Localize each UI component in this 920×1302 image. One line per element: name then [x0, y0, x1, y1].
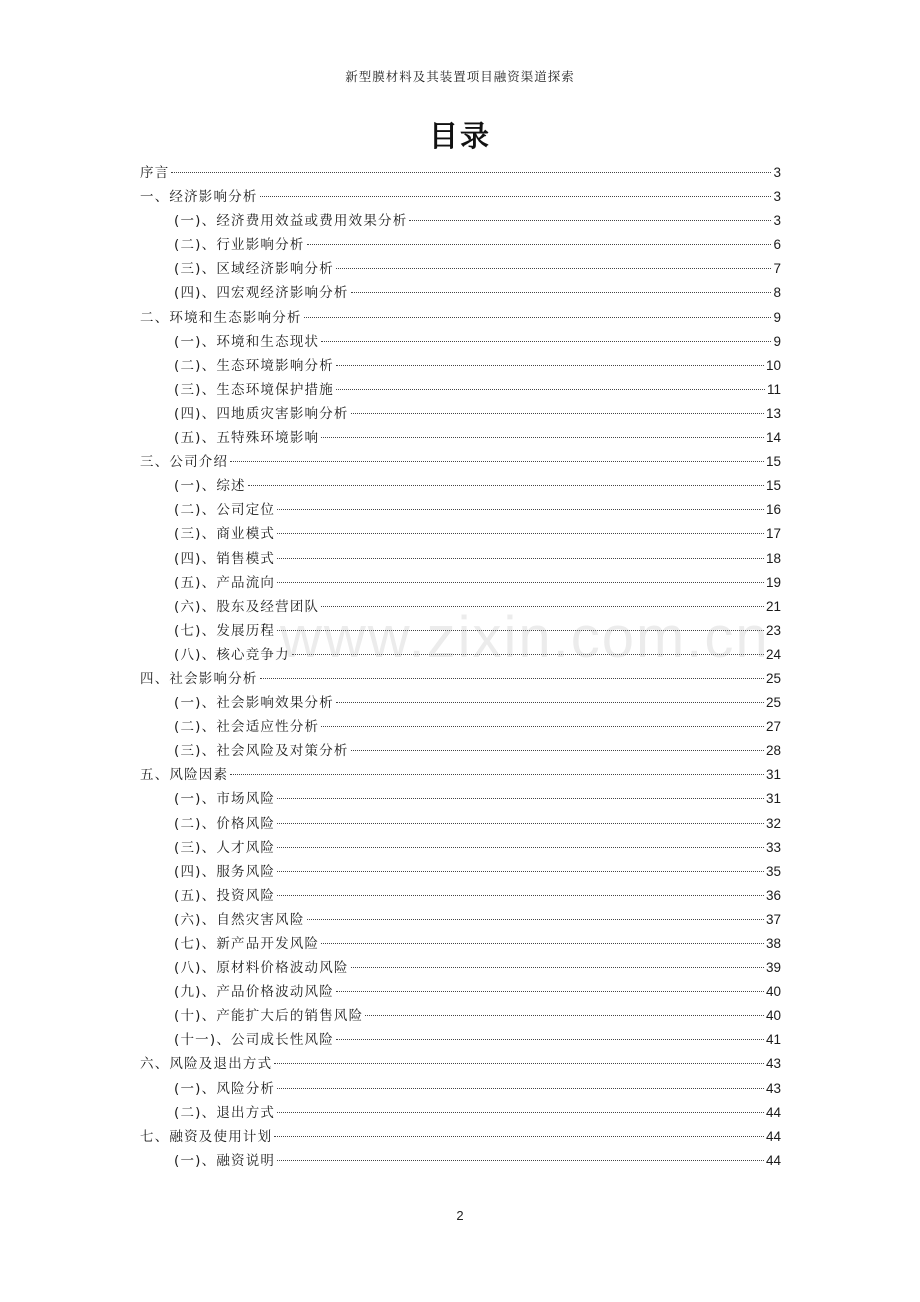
- toc-entry-page: 43: [765, 1080, 781, 1096]
- toc-entry[interactable]: [140, 908, 781, 932]
- toc-leader-dots: [277, 1088, 764, 1089]
- toc-entry-page: 23: [765, 622, 781, 638]
- toc-leader-dots: [274, 1136, 764, 1137]
- toc-entry-page: 11: [766, 381, 781, 397]
- toc-entry-page: 18: [765, 550, 781, 566]
- toc-leader-dots: [351, 967, 764, 968]
- toc-entry-label: (四)、四宏观经济影响分析: [174, 285, 349, 302]
- toc-entry-page: 41: [765, 1032, 781, 1048]
- toc-entry[interactable]: [140, 860, 781, 884]
- toc-entry-label: (一)、市场风险: [174, 791, 276, 808]
- toc-leader-dots: [277, 823, 764, 824]
- toc-entry-page: 44: [765, 1152, 781, 1168]
- toc-entry-label: 三、公司介绍: [140, 454, 229, 471]
- page-title: 目录: [428, 119, 491, 153]
- toc-leader-dots: [277, 582, 764, 583]
- toc-entry-page: 35: [765, 863, 781, 879]
- toc-entry-label: (八)、原材料价格波动风险: [174, 960, 349, 977]
- toc-leader-dots: [277, 1160, 764, 1161]
- toc-entry-page: 31: [765, 791, 781, 807]
- toc-leader-dots: [321, 943, 764, 944]
- running-header: 新型膜材料及其装置项目融资渠道探索: [345, 69, 575, 84]
- toc-leader-dots: [260, 678, 764, 679]
- toc-entry[interactable]: [140, 956, 781, 980]
- toc-entry-label: 七、融资及使用计划: [140, 1128, 273, 1145]
- toc-leader-dots: [336, 1039, 764, 1040]
- toc-entry-page: 21: [765, 598, 781, 614]
- toc-entry-label: (八)、核心竞争力: [174, 646, 290, 663]
- toc-entry-label: (三)、区域经济影响分析: [174, 261, 334, 278]
- toc-entry-page: 3: [773, 189, 781, 205]
- toc-leader-dots: [277, 798, 764, 799]
- toc-entry-page: 38: [765, 936, 781, 951]
- toc-entry-label: (一)、综述: [174, 478, 246, 495]
- toc-entry-page: 17: [765, 526, 781, 542]
- toc-leader-dots: [307, 244, 772, 245]
- toc-entry[interactable]: [140, 763, 781, 787]
- toc-entry-label: (二)、社会适应性分析: [174, 719, 320, 736]
- toc-entry-label: 序言: [140, 165, 170, 181]
- toc-leader-dots: [351, 292, 772, 293]
- toc-entry[interactable]: [140, 1052, 781, 1076]
- toc-entry-label: (一)、风险分析: [174, 1080, 276, 1097]
- toc-entry-page: 3: [773, 165, 781, 180]
- toc-entry-label: (一)、环境和生态现状: [174, 333, 320, 350]
- toc-leader-dots: [277, 871, 764, 872]
- toc-entry[interactable]: [140, 571, 781, 595]
- toc-leader-dots: [277, 630, 764, 631]
- toc-leader-dots: [351, 413, 764, 414]
- toc-leader-dots: [321, 437, 764, 438]
- toc-leader-dots: [260, 196, 772, 197]
- toc-entry[interactable]: [140, 330, 781, 354]
- toc-entry-label: (一)、融资说明: [174, 1152, 276, 1169]
- page-number: 2: [456, 1208, 464, 1223]
- toc-entry[interactable]: [140, 715, 781, 739]
- toc-entry-label: (六)、自然灾害风险: [174, 911, 305, 928]
- toc-entry-label: (一)、社会影响效果分析: [174, 695, 334, 712]
- toc-leader-dots: [230, 774, 764, 775]
- toc-entry[interactable]: [140, 547, 781, 571]
- toc-leader-dots: [336, 365, 764, 366]
- toc-entry-label: (五)、投资风险: [174, 887, 276, 904]
- toc-entry-page: 7: [773, 261, 781, 277]
- toc-entry-label: (三)、社会风险及对策分析: [174, 743, 349, 760]
- toc-entry-page: 19: [765, 574, 781, 590]
- toc-entry[interactable]: [140, 667, 781, 691]
- toc-entry-page: 13: [765, 405, 781, 421]
- toc-entry-page: 15: [765, 478, 781, 494]
- toc-entry-page: 28: [765, 743, 781, 759]
- toc-entry-page: 44: [765, 1128, 781, 1144]
- toc-entry-label: (二)、公司定位: [174, 502, 276, 519]
- toc-entry[interactable]: [140, 619, 781, 643]
- toc-leader-dots: [409, 220, 771, 221]
- toc-entry-label: (十一)、公司成长性风险: [174, 1032, 334, 1049]
- toc-entry[interactable]: [140, 1125, 781, 1149]
- toc-entry[interactable]: [140, 884, 781, 908]
- toc-entry[interactable]: [140, 739, 781, 763]
- toc-entry[interactable]: [140, 378, 781, 402]
- toc-entry-label: (三)、人才风险: [174, 839, 276, 856]
- toc-leader-dots: [321, 606, 764, 607]
- toc-leader-dots: [292, 654, 764, 655]
- toc-entry-label: (七)、发展历程: [174, 622, 276, 639]
- toc-leader-dots: [336, 702, 764, 703]
- toc-leader-dots: [336, 268, 772, 269]
- toc-entry[interactable]: [140, 1101, 781, 1125]
- toc-entry-label: (五)、五特殊环境影响: [174, 430, 320, 447]
- toc-entry[interactable]: [140, 257, 781, 281]
- toc-entry[interactable]: [140, 932, 781, 956]
- toc-entry-label: (七)、新产品开发风险: [174, 936, 320, 952]
- toc-entry-label: (三)、商业模式: [174, 526, 276, 543]
- toc-leader-dots: [307, 919, 764, 920]
- table-of-contents: [140, 161, 781, 1173]
- toc-entry-label: 四、社会影响分析: [140, 670, 258, 687]
- toc-entry-label: 二、环境和生态影响分析: [140, 309, 302, 326]
- toc-entry-page: 16: [765, 502, 781, 518]
- toc-entry-label: (五)、产品流向: [174, 574, 276, 591]
- toc-entry-label: 一、经济影响分析: [140, 189, 258, 206]
- toc-entry-page: 36: [765, 887, 781, 903]
- toc-entry-label: (四)、四地质灾害影响分析: [174, 405, 349, 422]
- toc-entry-page: 40: [765, 1008, 781, 1024]
- toc-entry[interactable]: [140, 691, 781, 715]
- toc-entry[interactable]: [140, 185, 781, 209]
- toc-entry[interactable]: [140, 281, 781, 305]
- toc-entry-label: 五、风险因素: [140, 767, 229, 784]
- toc-entry[interactable]: [140, 233, 781, 257]
- toc-entry-page: 6: [773, 237, 781, 253]
- toc-leader-dots: [336, 991, 764, 992]
- toc-entry[interactable]: [140, 522, 781, 546]
- toc-leader-dots: [277, 1112, 764, 1113]
- toc-entry-label: (三)、生态环境保护措施: [174, 381, 334, 398]
- toc-entry-page: 40: [765, 984, 781, 1000]
- toc-entry[interactable]: [140, 426, 781, 450]
- toc-leader-dots: [277, 533, 764, 534]
- toc-entry[interactable]: [140, 354, 781, 378]
- toc-entry-page: 43: [765, 1056, 781, 1072]
- toc-entry[interactable]: [140, 787, 781, 811]
- toc-entry-label: (二)、生态环境影响分析: [174, 357, 334, 374]
- toc-entry-label: 六、风险及退出方式: [140, 1056, 273, 1073]
- toc-entry[interactable]: [140, 306, 781, 330]
- toc-entry[interactable]: [140, 1077, 781, 1101]
- toc-entry[interactable]: [140, 980, 781, 1004]
- toc-entry-page: 3: [773, 213, 781, 229]
- toc-entry-label: (四)、服务风险: [174, 863, 276, 880]
- toc-leader-dots: [351, 750, 764, 751]
- toc-entry-page: 14: [765, 430, 781, 446]
- toc-entry-page: 39: [765, 960, 781, 976]
- toc-entry[interactable]: [140, 161, 781, 185]
- toc-entry[interactable]: [140, 474, 781, 498]
- toc-entry-page: 37: [765, 911, 781, 927]
- toc-entry[interactable]: [140, 812, 781, 836]
- toc-leader-dots: [248, 485, 764, 486]
- toc-entry-page: 24: [765, 646, 781, 662]
- toc-entry[interactable]: [140, 1149, 781, 1173]
- toc-leader-dots: [336, 389, 765, 390]
- toc-entry[interactable]: [140, 209, 781, 233]
- toc-entry-page: 44: [765, 1104, 781, 1120]
- toc-entry-page: 27: [765, 719, 781, 735]
- toc-entry-label: (四)、销售模式: [174, 550, 276, 567]
- toc-leader-dots: [304, 317, 772, 318]
- toc-entry[interactable]: [140, 1004, 781, 1028]
- toc-leader-dots: [230, 461, 764, 462]
- toc-entry-page: 25: [765, 695, 781, 711]
- toc-entry-label: (二)、退出方式: [174, 1104, 276, 1121]
- toc-leader-dots: [277, 558, 764, 559]
- toc-entry[interactable]: [140, 498, 781, 522]
- toc-leader-dots: [171, 172, 771, 173]
- toc-entry[interactable]: [140, 450, 781, 474]
- toc-entry-label: (二)、价格风险: [174, 815, 276, 832]
- toc-leader-dots: [321, 726, 764, 727]
- toc-entry-label: (六)、股东及经营团队: [174, 598, 320, 615]
- toc-entry-label: (九)、产品价格波动风险: [174, 984, 334, 1001]
- toc-entry-page: 9: [773, 309, 781, 325]
- toc-entry-page: 8: [773, 285, 781, 301]
- toc-entry-page: 9: [773, 333, 781, 349]
- toc-entry[interactable]: [140, 402, 781, 426]
- toc-leader-dots: [321, 341, 771, 342]
- toc-leader-dots: [277, 895, 764, 896]
- toc-leader-dots: [277, 847, 764, 848]
- toc-leader-dots: [365, 1015, 764, 1016]
- toc-entry-page: 31: [765, 767, 781, 783]
- toc-entry-page: 10: [765, 357, 781, 373]
- toc-entry-label: (二)、行业影响分析: [174, 237, 305, 254]
- toc-leader-dots: [274, 1063, 764, 1064]
- toc-entry-page: 32: [765, 815, 781, 831]
- toc-entry[interactable]: [140, 1028, 781, 1052]
- toc-entry[interactable]: [140, 595, 781, 619]
- toc-entry-label: (十)、产能扩大后的销售风险: [174, 1008, 364, 1025]
- toc-leader-dots: [277, 509, 764, 510]
- toc-entry[interactable]: [140, 643, 781, 667]
- toc-entry[interactable]: [140, 836, 781, 860]
- toc-entry-page: 15: [765, 454, 781, 470]
- watermark: www.zixin.com.cn: [280, 605, 770, 670]
- toc-entry-page: 25: [765, 670, 781, 686]
- toc-entry-page: 33: [765, 839, 781, 855]
- toc-entry-label: (一)、经济费用效益或费用效果分析: [174, 213, 408, 230]
